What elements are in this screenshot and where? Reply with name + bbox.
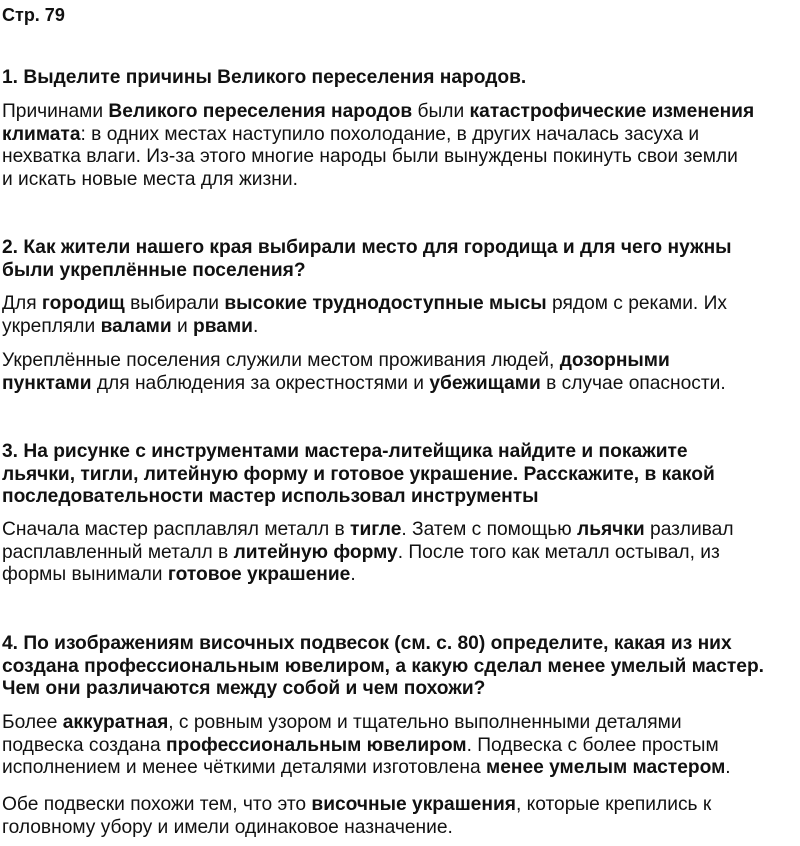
bold-term: городищ bbox=[41, 293, 125, 314]
bold-term: Великого переселения народов bbox=[108, 101, 413, 122]
text-run: . bbox=[725, 757, 731, 779]
text-run: , которые крепились к bbox=[515, 794, 712, 815]
answer-1-paragraph-1 bbox=[2, 101, 798, 191]
text-run: и bbox=[171, 315, 194, 337]
bold-term: литейную форму bbox=[233, 541, 398, 563]
text-line bbox=[2, 124, 798, 147]
text-line bbox=[2, 101, 798, 124]
text-line bbox=[2, 146, 798, 169]
answer-2-paragraph-1 bbox=[2, 293, 798, 338]
text-run: расплавленный металл в bbox=[2, 541, 234, 563]
text-run: . bbox=[252, 315, 259, 337]
bold-term: тигле bbox=[350, 519, 402, 540]
question-line: создана профессиональным ювелиром, а какую сделал менее умелый мастер. bbox=[2, 655, 765, 677]
text-run: . Подвеска с более простым bbox=[466, 734, 719, 756]
text-run: Для bbox=[2, 293, 42, 314]
text-line bbox=[2, 794, 798, 817]
text-run: подвеска создана bbox=[2, 734, 167, 756]
bold-term: убежищами bbox=[429, 372, 541, 394]
text-line bbox=[2, 169, 798, 192]
bold-term: височные украшения bbox=[311, 794, 516, 815]
text-line bbox=[2, 350, 798, 373]
bold-term: рвами bbox=[193, 315, 253, 337]
text-run: , с ровным узором и тщательно выполненными деталями bbox=[168, 712, 682, 733]
answer-3-paragraph-1 bbox=[2, 519, 798, 587]
bold-term: валами bbox=[100, 315, 172, 337]
text-run: . Затем с помощью bbox=[401, 519, 577, 540]
text-line bbox=[2, 373, 798, 396]
text-run: выбирали bbox=[124, 293, 225, 314]
bold-term: климата bbox=[2, 123, 81, 145]
question-line: Чем они различаются между собой и чем похожи? bbox=[2, 678, 486, 700]
text-line bbox=[2, 293, 798, 316]
question-line: льячки, тигли, литейную форму и готовое украшение. Расскажите, в какой bbox=[2, 463, 715, 485]
text-run: Обе подвески похожи тем, что это bbox=[2, 794, 312, 815]
question-3-heading bbox=[2, 441, 798, 509]
question-2-heading bbox=[2, 237, 798, 282]
answer-4-paragraph-2 bbox=[2, 794, 798, 839]
bold-term: льячки bbox=[577, 519, 645, 540]
text-run: были bbox=[412, 101, 470, 122]
text-run: головному убору и имели одинаковое назначение. bbox=[2, 816, 453, 838]
text-run: . bbox=[350, 564, 356, 586]
text-line bbox=[2, 564, 798, 587]
bold-term: катастрофические изменения bbox=[469, 101, 755, 122]
text-run: и искать новые места для жизни. bbox=[2, 168, 298, 190]
question-line: 4. По изображениям височных подвесок (см. с. 80) определите, какая из них bbox=[2, 633, 732, 654]
text-line bbox=[2, 542, 798, 565]
text-run: исполнением и менее чёткими деталями изготовлена bbox=[2, 757, 487, 779]
text-run: Сначала мастер расплавлял металл в bbox=[2, 519, 351, 540]
text-run: нехватка влаги. Из-за этого многие народы были вынуждены покинуть свои земли bbox=[2, 146, 738, 168]
bold-term: высокие труднодоступные мысы bbox=[224, 293, 547, 314]
question-line: 3. На рисунке с инструментами мастера-литейщика найдите и покажите bbox=[2, 441, 688, 462]
text-run: Более bbox=[2, 712, 63, 733]
bold-term: аккуратная bbox=[62, 712, 169, 733]
text-run: в случае опасности. bbox=[540, 372, 726, 394]
text-line bbox=[2, 712, 798, 735]
bold-term: профессиональным ювелиром bbox=[166, 734, 467, 756]
question-line: последовательности мастер использовал инструменты bbox=[2, 486, 539, 508]
text-run: Укреплённые поселения служили местом проживания людей, bbox=[2, 350, 560, 371]
answer-4-paragraph-1 bbox=[2, 712, 798, 780]
text-run: рядом с реками. Их bbox=[546, 293, 727, 314]
text-run: разливал bbox=[644, 519, 734, 540]
text-line bbox=[2, 735, 798, 758]
text-run: формы вынимали bbox=[2, 564, 168, 586]
question-line: 2. Как жители нашего края выбирали место для городища и для чего нужны bbox=[2, 237, 732, 258]
text-line bbox=[2, 757, 798, 780]
answer-2-paragraph-2 bbox=[2, 350, 798, 395]
bold-term: менее умелым мастером bbox=[486, 757, 726, 779]
question-line: 1. Выделите причины Великого переселения народов. bbox=[2, 67, 527, 88]
page-number-label: Стр. 79 bbox=[2, 5, 65, 25]
text-run: Причинами bbox=[2, 101, 109, 122]
bold-term: дозорными bbox=[559, 350, 670, 371]
text-line bbox=[2, 519, 798, 542]
question-1-heading bbox=[2, 67, 798, 90]
text-run: . После того как металл остывал, из bbox=[397, 541, 720, 563]
text-run: : в одних местах наступило похолодание, в других началась засуха и bbox=[80, 123, 700, 145]
bold-term: пунктами bbox=[2, 372, 92, 394]
question-4-heading bbox=[2, 633, 798, 701]
text-line bbox=[2, 817, 798, 840]
text-line bbox=[2, 316, 798, 339]
text-run: для наблюдения за окрестностями и bbox=[91, 372, 430, 394]
text-run: укрепляли bbox=[2, 315, 101, 337]
question-line: были укреплённые поселения? bbox=[2, 259, 306, 281]
bold-term: готовое украшение bbox=[167, 564, 351, 586]
